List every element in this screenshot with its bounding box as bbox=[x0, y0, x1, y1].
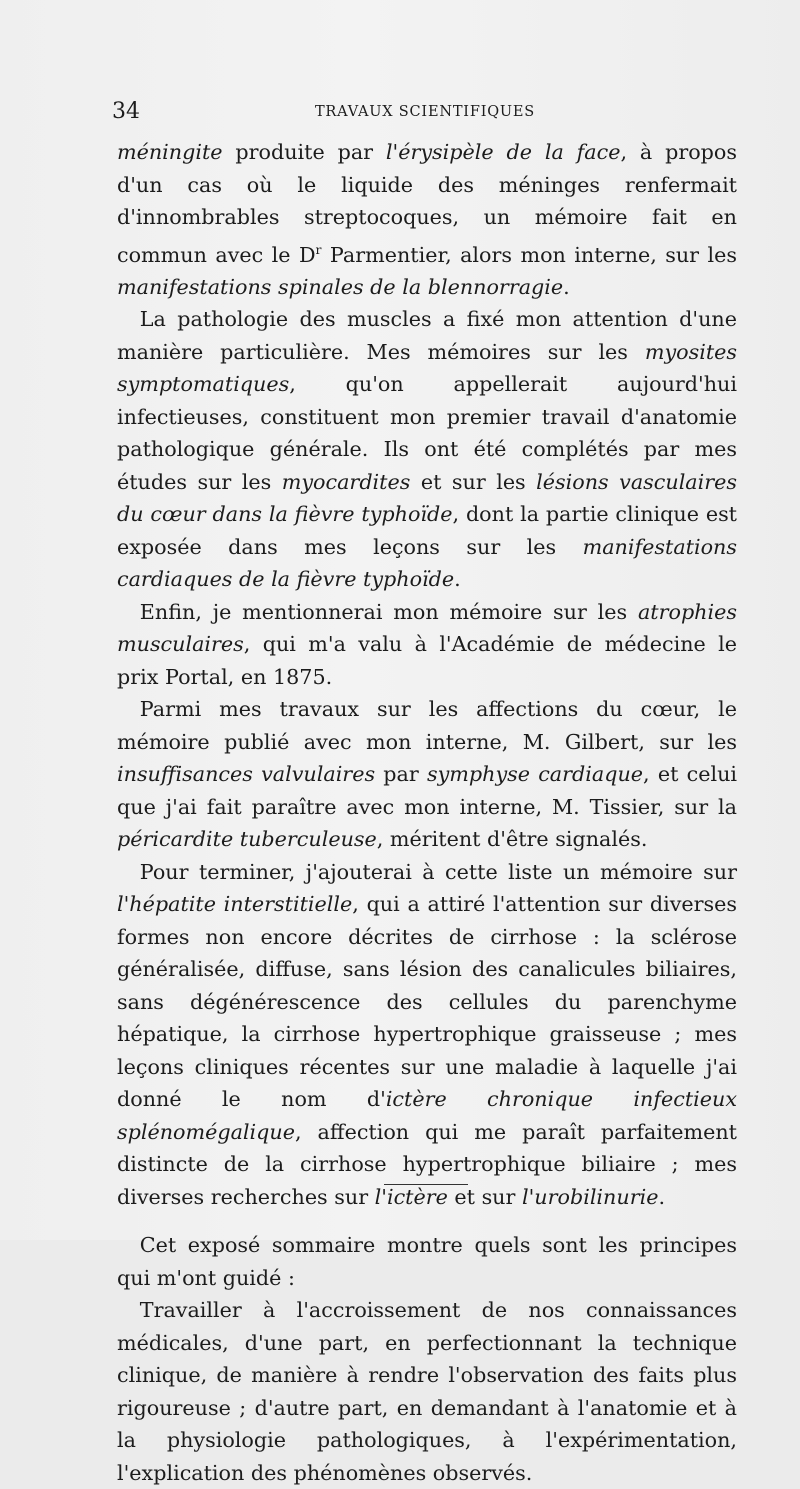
text-run: , méritent d'être signalés. bbox=[376, 827, 648, 852]
text-run: Cet exposé sommaire montre quels sont les principes qui m'ont guidé : bbox=[117, 1233, 737, 1290]
paragraph bbox=[117, 136, 737, 303]
text-run: par bbox=[375, 762, 427, 787]
text-run: , qu'on appellerait aujourd'hui infectieuses, constituent mon premier travail d'anatomie pathologique générale. Ils ont été complétés par mes études sur les bbox=[117, 372, 737, 494]
italic-title: l'érysipèle de la face bbox=[385, 140, 621, 164]
text-run: Pour terminer, j'ajouterai à cette liste un mémoire sur bbox=[139, 859, 737, 884]
superscript: r bbox=[315, 241, 322, 257]
text-run: Parmentier, alors mon interne, sur les bbox=[321, 242, 737, 267]
body-text bbox=[117, 136, 737, 1489]
paragraph bbox=[117, 303, 737, 596]
paragraph bbox=[117, 856, 737, 1214]
paragraph bbox=[117, 1294, 737, 1489]
text-run: Parmi mes travaux sur les affections du cœur, le mémoire publié avec mon interne, M. Gilbert, sur les bbox=[117, 697, 737, 754]
text-run: et sur bbox=[447, 1184, 522, 1209]
italic-title: myocardites bbox=[281, 469, 411, 494]
text-run: et sur les bbox=[410, 469, 537, 494]
text-run: Travailler à l'accroissement de nos connaissances médicales, d'une part, en perfectionnant la technique clinique, de manière à rendre l'observation des faits plus rigoureuse ; d'autre part, en demandant à l'anatomie et à la physiologie pathologiques, à l'expérimentation, l'explication des phénomènes observés. bbox=[117, 1298, 737, 1485]
italic-title: manifestations spinales de la blennorragie bbox=[117, 274, 564, 299]
running-title: TRAVAUX SCIENTIFIQUES bbox=[314, 104, 536, 120]
text-run: , et celui que j'ai fait paraître avec mon interne, M. Tissier, sur la bbox=[117, 762, 738, 819]
italic-title: manifestations cardiaques de la fièvre typhoïde bbox=[117, 534, 737, 592]
text-run: , qui a attiré l'attention sur diverses formes non encore décrites de cirrhose : la sclérose généralisée, diffuse, sans lésion des canalicules biliaires, sans dégénérescence des cellules du parenchyme hépatique, la cirrhose hypertrophique graisseuse ; mes leçons cliniques récentes sur une maladie à laquelle j'ai donné le nom d' bbox=[117, 892, 737, 1112]
italic-title: ictère chronique infectieux splénomégalique bbox=[117, 1087, 737, 1144]
end-rule bbox=[384, 1184, 468, 1185]
page-header bbox=[112, 98, 738, 126]
text-run: produite par bbox=[222, 140, 386, 164]
text-run: . bbox=[658, 1184, 666, 1209]
italic-title: l'urobilinurie bbox=[521, 1184, 659, 1209]
italic-title: symphyse cardiaque bbox=[426, 762, 644, 787]
text-run: , dont la partie clinique est exposée dans mes leçons sur les bbox=[117, 502, 737, 559]
text-run: , à propos d'un cas où le liquide des méninges renfermait d'innombrables streptocoques, un mémoire fait en commun avec le D bbox=[117, 140, 737, 267]
text-run: La pathologie des muscles a fixé mon attention d'une manière particulière. Mes mémoires sur les bbox=[117, 307, 737, 364]
text-run: , qui m'a valu à l'Académie de médecine le prix Portal, en 1875. bbox=[117, 632, 737, 689]
italic-title: insuffisances valvulaires bbox=[117, 762, 376, 787]
italic-title: atrophies musculaires bbox=[117, 599, 737, 657]
text-run: Enfin, je mentionnerai mon mémoire sur les bbox=[139, 599, 638, 624]
italic-title: méningite bbox=[117, 140, 223, 164]
italic-title: l'ictère bbox=[374, 1184, 448, 1209]
italic-title: péricardite tuberculeuse bbox=[117, 827, 377, 852]
paragraph bbox=[117, 693, 737, 856]
page-number: 34 bbox=[112, 99, 140, 124]
text-run: , affection qui me paraît parfaitement distincte de la cirrhose hypertrophique biliaire ; mes diverses recherches sur bbox=[117, 1119, 737, 1209]
italic-title: myosites symptomatiques bbox=[117, 339, 737, 397]
italic-title: lésions vasculaires du cœur dans la fièvre typhoïde bbox=[117, 469, 738, 527]
italic-title: l'hépatite interstitielle bbox=[117, 892, 353, 917]
text-run: . bbox=[563, 274, 570, 299]
paragraph bbox=[117, 596, 737, 694]
text-run: . bbox=[454, 567, 461, 592]
paragraph bbox=[117, 1229, 737, 1294]
